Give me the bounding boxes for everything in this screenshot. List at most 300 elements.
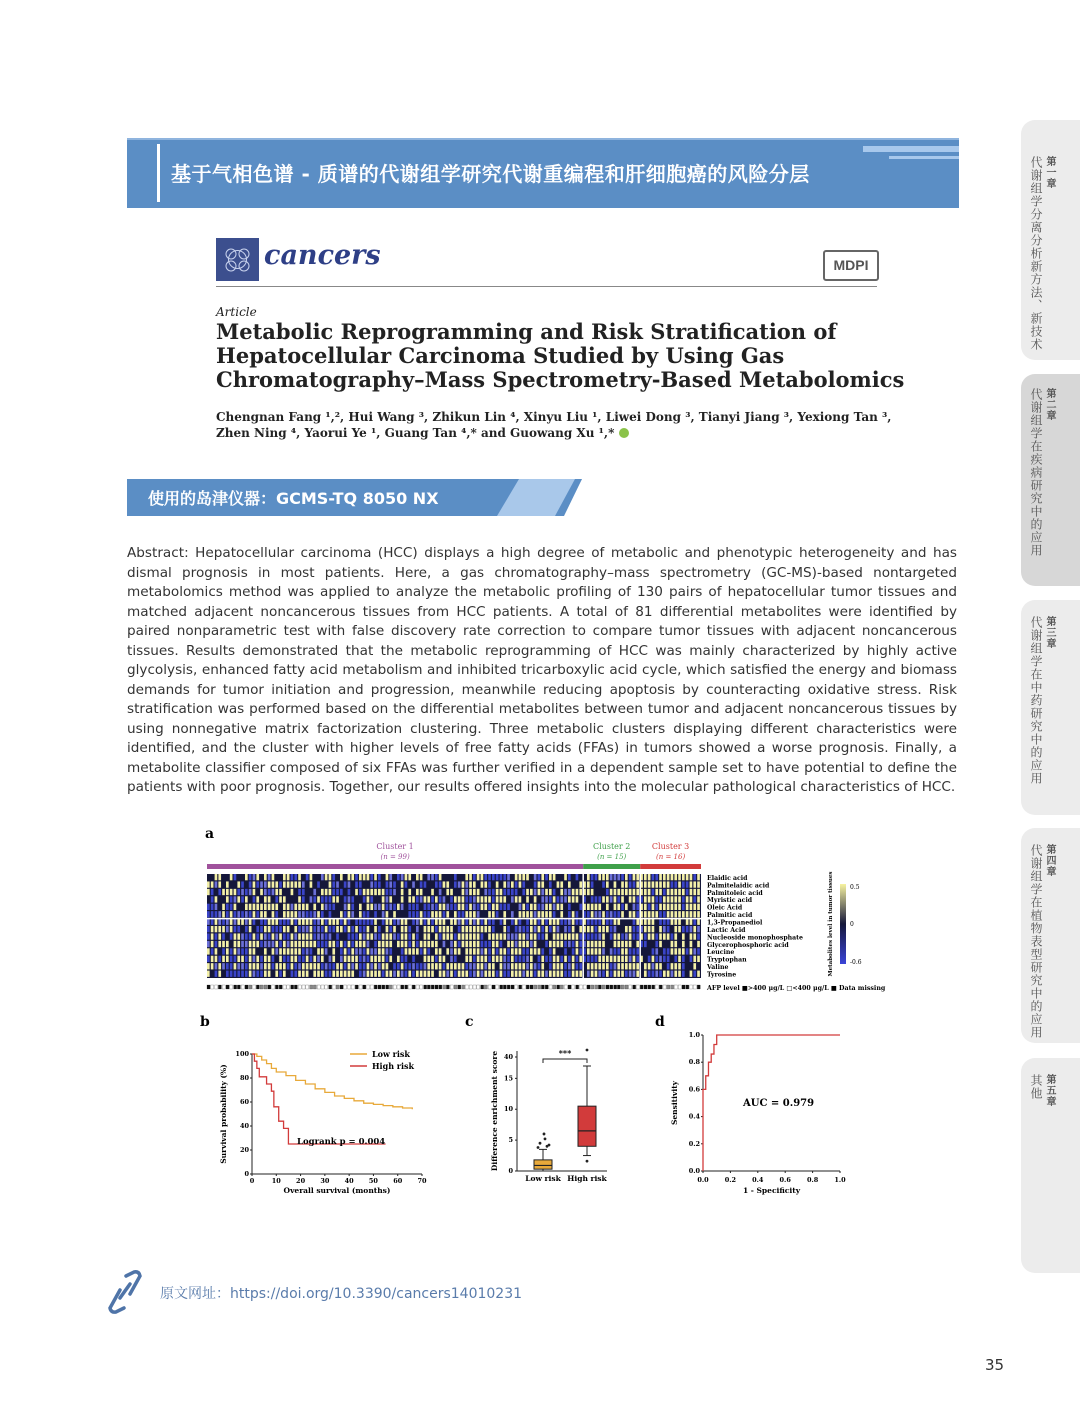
heatmap-cell: [492, 911, 495, 917]
heatmap-cell: [294, 948, 297, 954]
heatmap-cell: [652, 926, 655, 932]
heatmap-cell: [401, 963, 404, 969]
heatmap-cell: [519, 963, 522, 969]
heatmap-cell: [591, 926, 594, 932]
heatmap-cell: [469, 941, 472, 947]
heatmap-cell: [629, 933, 632, 939]
heatmap-cell: [275, 911, 278, 917]
heatmap-cell: [473, 963, 476, 969]
heatmap-cell: [629, 948, 632, 954]
heatmap-cell: [564, 956, 567, 962]
afp-cell: [405, 985, 408, 989]
heatmap-cell: [298, 881, 301, 887]
heatmap-cell: [572, 971, 575, 977]
heatmap-cell: [405, 933, 408, 939]
afp-cell: [264, 985, 267, 989]
heatmap-cell: [249, 911, 252, 917]
heatmap-cell: [222, 941, 225, 947]
heatmap-cell: [682, 941, 685, 947]
heatmap-cell: [207, 948, 210, 954]
heatmap-cell: [298, 904, 301, 910]
heatmap-cell: [355, 956, 358, 962]
heatmap-cell: [511, 889, 514, 895]
heatmap-cell: [674, 911, 677, 917]
heatmap-cell: [534, 889, 537, 895]
heatmap-cell: [519, 933, 522, 939]
heatmap-cell: [397, 919, 400, 925]
heatmap-cell: [595, 896, 598, 902]
heatmap-cell: [629, 926, 632, 932]
heatmap-cell: [667, 874, 670, 880]
heatmap-cell: [488, 926, 491, 932]
heatmap-cell: [325, 889, 328, 895]
heatmap-cell: [481, 881, 484, 887]
heatmap-cell: [682, 933, 685, 939]
heatmap-cell: [465, 971, 468, 977]
heatmap-cell: [435, 896, 438, 902]
heatmap-cell: [439, 963, 442, 969]
heatmap-cell: [572, 919, 575, 925]
heatmap-cell: [610, 874, 613, 880]
heatmap-cell: [344, 919, 347, 925]
heatmap-cell: [659, 956, 662, 962]
heatmap-cell: [283, 971, 286, 977]
heatmap-cell: [663, 904, 666, 910]
heatmap-cell: [576, 896, 579, 902]
heatmap-cell: [332, 948, 335, 954]
heatmap-cell: [617, 896, 620, 902]
heatmap-cell: [492, 963, 495, 969]
heatmap-cell: [587, 933, 590, 939]
chapter-title: 代谢组学分离分析新方法、新技术: [1029, 156, 1043, 351]
afp-cell: [462, 985, 465, 989]
heatmap-cell: [211, 963, 214, 969]
heatmap-cell: [310, 926, 313, 932]
heatmap-cell: [690, 948, 693, 954]
heatmap-cell: [671, 941, 674, 947]
heatmap-cell: [549, 926, 552, 932]
heatmap-cell: [636, 919, 639, 925]
heatmap-cell: [389, 941, 392, 947]
heatmap-cell: [427, 926, 430, 932]
afp-cell: [207, 985, 210, 989]
heatmap-cell: [237, 956, 240, 962]
afp-cell: [431, 985, 434, 989]
heatmap-cell: [211, 911, 214, 917]
heatmap-cell: [576, 963, 579, 969]
heatmap-cell: [560, 971, 563, 977]
heatmap-cell: [477, 971, 480, 977]
heatmap-cell: [245, 948, 248, 954]
heatmap-cell: [245, 933, 248, 939]
heatmap-cell: [218, 911, 221, 917]
heatmap-cell: [636, 911, 639, 917]
y-tick-label: 1.0: [688, 1031, 700, 1039]
heatmap-cell: [249, 904, 252, 910]
heatmap-cell: [674, 926, 677, 932]
heatmap-cell: [431, 911, 434, 917]
heatmap-cell: [405, 926, 408, 932]
heatmap-cell: [488, 889, 491, 895]
heatmap-cell: [545, 896, 548, 902]
heatmap-cell: [598, 956, 601, 962]
heatmap-cell: [496, 896, 499, 902]
heatmap-cell: [534, 933, 537, 939]
heatmap-cell: [226, 904, 229, 910]
heatmap-cell: [374, 926, 377, 932]
heatmap-cell: [283, 919, 286, 925]
row-label: Glycerophosphoric acid: [707, 941, 789, 949]
heatmap-cell: [534, 881, 537, 887]
afp-cell: [602, 985, 605, 989]
instrument-label: 使用的岛津仪器：GCMS-TQ 8050 NX: [148, 489, 439, 508]
heatmap-cell: [260, 904, 263, 910]
heatmap-cell: [462, 971, 465, 977]
side-tab-chapter-5[interactable]: [1021, 1058, 1080, 1273]
heatmap-cell: [427, 948, 430, 954]
afp-cell: [678, 985, 681, 989]
heatmap-cell: [515, 926, 518, 932]
row-label: Elaidic acid: [707, 874, 748, 882]
heatmap-cell: [374, 963, 377, 969]
heatmap-cell: [655, 941, 658, 947]
heatmap-cell: [310, 933, 313, 939]
heatmap-cell: [427, 963, 430, 969]
heatmap-cell: [351, 971, 354, 977]
heatmap-cell: [484, 948, 487, 954]
heatmap-cell: [355, 948, 358, 954]
heatmap-cell: [424, 971, 427, 977]
heatmap-cell: [253, 881, 256, 887]
afp-cell: [663, 985, 666, 989]
heatmap-cell: [412, 896, 415, 902]
heatmap-cell: [340, 926, 343, 932]
heatmap-cell: [363, 874, 366, 880]
side-tab-chapter-4[interactable]: [1021, 828, 1080, 1043]
heatmap-cell: [226, 919, 229, 925]
afp-cell: [560, 985, 563, 989]
heatmap-cell: [329, 904, 332, 910]
heatmap-cell: [367, 911, 370, 917]
heatmap-cell: [579, 963, 582, 969]
heatmap-cell: [367, 919, 370, 925]
heatmap-cell: [386, 926, 389, 932]
side-tab-chapter-2[interactable]: [1021, 374, 1080, 586]
heatmap-cell: [215, 904, 218, 910]
heatmap-cell: [260, 963, 263, 969]
afp-cell: [234, 985, 237, 989]
heatmap-cell: [344, 896, 347, 902]
heatmap-cell: [674, 874, 677, 880]
heatmap-cell: [234, 926, 237, 932]
heatmap-cell: [321, 919, 324, 925]
heatmap-cell: [336, 963, 339, 969]
heatmap-cell: [568, 919, 571, 925]
heatmap-cell: [682, 926, 685, 932]
heatmap-cell: [268, 956, 271, 962]
heatmap-cell: [374, 956, 377, 962]
heatmap-cell: [587, 971, 590, 977]
afp-cell: [610, 985, 613, 989]
heatmap-cell: [367, 874, 370, 880]
heatmap-cell: [363, 926, 366, 932]
heatmap-cell: [693, 904, 696, 910]
heatmap-cell: [382, 963, 385, 969]
heatmap-cell: [317, 919, 320, 925]
heatmap-cell: [610, 971, 613, 977]
afp-cell: [310, 985, 313, 989]
afp-cell: [686, 985, 689, 989]
heatmap-cell: [515, 919, 518, 925]
heatmap-cell: [382, 956, 385, 962]
heatmap-cell: [427, 941, 430, 947]
heatmap-cell: [693, 933, 696, 939]
heatmap-cell: [526, 971, 529, 977]
afp-cell: [557, 985, 560, 989]
heatmap-cell: [310, 874, 313, 880]
side-tab-chapter-1[interactable]: [1021, 120, 1080, 360]
heatmap-cell: [572, 956, 575, 962]
heatmap-cell: [633, 896, 636, 902]
heatmap-cell: [587, 881, 590, 887]
heatmap-cell: [378, 874, 381, 880]
heatmap-cell: [560, 919, 563, 925]
heatmap-cell: [557, 963, 560, 969]
y-tick-label: 10: [503, 1105, 513, 1114]
heatmap-cell: [617, 956, 620, 962]
heatmap-cell: [598, 941, 601, 947]
heatmap-cell: [522, 963, 525, 969]
heatmap-cell: [306, 874, 309, 880]
heatmap-cell: [496, 971, 499, 977]
heatmap-cell: [655, 911, 658, 917]
heatmap-cell: [408, 874, 411, 880]
heatmap-cell: [424, 926, 427, 932]
heatmap-cell: [576, 971, 579, 977]
heatmap-cell: [405, 948, 408, 954]
heatmap-cell: [218, 933, 221, 939]
afp-cell: [598, 985, 601, 989]
heatmap-cell: [690, 889, 693, 895]
afp-cell: [652, 985, 655, 989]
heatmap-cell: [317, 911, 320, 917]
heatmap-cell: [690, 919, 693, 925]
heatmap-cell: [492, 889, 495, 895]
heatmap-cell: [454, 933, 457, 939]
heatmap-cell: [291, 904, 294, 910]
side-tab-chapter-3[interactable]: [1021, 600, 1080, 815]
author-list: [216, 409, 892, 441]
heatmap-cell: [610, 911, 613, 917]
heatmap-cell: [245, 874, 248, 880]
heatmap-cell: [678, 881, 681, 887]
heatmap-cell: [492, 926, 495, 932]
heatmap-cell: [256, 904, 259, 910]
heatmap-cell: [355, 881, 358, 887]
heatmap-cell: [332, 963, 335, 969]
heatmap-cell: [446, 911, 449, 917]
outlier-point: [544, 1137, 547, 1140]
heatmap-cell: [549, 896, 552, 902]
heatmap-cell: [279, 926, 282, 932]
heatmap-cell: [446, 926, 449, 932]
heatmap-cell: [401, 956, 404, 962]
orcid-icon[interactable]: [619, 428, 629, 438]
heatmap-cell: [450, 926, 453, 932]
heatmap-cell: [386, 911, 389, 917]
afp-cell: [374, 985, 377, 989]
heatmap-cell: [313, 971, 316, 977]
heatmap-cell: [526, 911, 529, 917]
heatmap-cell: [591, 948, 594, 954]
afp-cell: [222, 985, 225, 989]
heatmap-cell: [564, 963, 567, 969]
heatmap-cell: [557, 926, 560, 932]
heatmap-cell: [454, 948, 457, 954]
heatmap-cell: [275, 881, 278, 887]
heatmap-cell: [226, 948, 229, 954]
heatmap-cell: [652, 933, 655, 939]
heatmap-cell: [492, 941, 495, 947]
heatmap-cell: [560, 956, 563, 962]
heatmap-cell: [230, 948, 233, 954]
heatmap-cell: [500, 919, 503, 925]
heatmap-cell: [325, 971, 328, 977]
heatmap-cell: [386, 874, 389, 880]
heatmap-cell: [279, 933, 282, 939]
heatmap-cell: [367, 904, 370, 910]
heatmap-cell: [507, 941, 510, 947]
heatmap-cell: [538, 881, 541, 887]
heatmap-cell: [458, 881, 461, 887]
heatmap-cell: [519, 956, 522, 962]
heatmap-cell: [207, 963, 210, 969]
heatmap-cell: [674, 941, 677, 947]
heatmap-cell: [272, 911, 275, 917]
heatmap-cell: [211, 881, 214, 887]
heatmap-cell: [218, 919, 221, 925]
heatmap-cell: [355, 919, 358, 925]
heatmap-cell: [636, 963, 639, 969]
x-tick-label: 60: [393, 1177, 403, 1185]
heatmap-cell: [302, 881, 305, 887]
heatmap-cell: [526, 926, 529, 932]
heatmap-cell: [595, 904, 598, 910]
heatmap-cell: [386, 941, 389, 947]
heatmap-cell: [298, 889, 301, 895]
heatmap-cell: [644, 904, 647, 910]
heatmap-cell: [329, 971, 332, 977]
afp-cell: [275, 985, 278, 989]
survival-panel: [219, 1049, 427, 1195]
heatmap-cell: [667, 948, 670, 954]
afp-cell: [591, 985, 594, 989]
heatmap-cell: [560, 911, 563, 917]
heatmap-cell: [249, 948, 252, 954]
heatmap-cell: [477, 948, 480, 954]
heatmap-cell: [443, 881, 446, 887]
heatmap-cell: [374, 933, 377, 939]
heatmap-cell: [462, 926, 465, 932]
heatmap-cell: [629, 874, 632, 880]
heatmap-cell: [332, 889, 335, 895]
afp-cell: [617, 985, 620, 989]
afp-cell: [541, 985, 544, 989]
heatmap-cell: [306, 941, 309, 947]
heatmap-cell: [549, 919, 552, 925]
heatmap-cell: [253, 933, 256, 939]
heatmap-cell: [321, 911, 324, 917]
heatmap-cell: [595, 971, 598, 977]
heatmap-cell: [598, 874, 601, 880]
heatmap-cell: [237, 911, 240, 917]
heatmap-cell: [659, 941, 662, 947]
heatmap-cell: [397, 874, 400, 880]
heatmap-cell: [538, 874, 541, 880]
source-link[interactable]: 原文网址：https://doi.org/10.3390/cancers14010231: [160, 1286, 523, 1302]
heatmap-cell: [606, 919, 609, 925]
heatmap-cell: [465, 933, 468, 939]
heatmap-cell: [617, 941, 620, 947]
heatmap-cell: [469, 889, 472, 895]
heatmap-cell: [321, 941, 324, 947]
heatmap-cell: [279, 889, 282, 895]
heatmap-cell: [420, 948, 423, 954]
heatmap-cell: [598, 963, 601, 969]
heatmap-cell: [249, 963, 252, 969]
heatmap-cell: [283, 948, 286, 954]
heatmap-cell: [503, 881, 506, 887]
legend-label: Low risk: [372, 1049, 410, 1059]
heatmap-cell: [408, 889, 411, 895]
heatmap-cell: [325, 963, 328, 969]
heatmap-cell: [538, 948, 541, 954]
heatmap-cell: [473, 889, 476, 895]
heatmap-cell: [671, 889, 674, 895]
heatmap-cell: [568, 941, 571, 947]
heatmap-cell: [671, 933, 674, 939]
heatmap-cell: [674, 948, 677, 954]
heatmap-cell: [693, 911, 696, 917]
heatmap-cell: [465, 874, 468, 880]
heatmap-cell: [549, 889, 552, 895]
page-title: 基于气相色谱 - 质谱的代谢组学研究代谢重编程和肝细胞癌的风险分层: [171, 162, 810, 186]
heatmap-cell: [595, 911, 598, 917]
heatmap-cell: [294, 904, 297, 910]
heatmap-cell: [496, 904, 499, 910]
heatmap-cell: [629, 956, 632, 962]
heatmap-cell: [515, 963, 518, 969]
heatmap-cell: [408, 948, 411, 954]
heatmap-cell: [538, 911, 541, 917]
heatmap-cell: [697, 941, 700, 947]
afp-cell: [587, 985, 590, 989]
heatmap-cell: [291, 933, 294, 939]
heatmap-cell: [633, 926, 636, 932]
afp-cell: [644, 985, 647, 989]
heatmap-cell: [386, 933, 389, 939]
heatmap-cell: [332, 881, 335, 887]
heatmap-cell: [462, 896, 465, 902]
author-line: Chengnan Fang ¹,², Hui Wang ³, Zhikun Lin ⁴, Xinyu Liu ¹, Liwei Dong ³, Tianyi Jiang ³, Yexiong Tan ³,: [216, 410, 892, 424]
heatmap-cell: [287, 881, 290, 887]
afp-cell: [454, 985, 457, 989]
heatmap-cell: [473, 948, 476, 954]
heatmap-cell: [500, 963, 503, 969]
heatmap-cell: [412, 956, 415, 962]
auc-annotation: AUC = 0.979: [743, 1098, 815, 1109]
heatmap-cell: [454, 941, 457, 947]
